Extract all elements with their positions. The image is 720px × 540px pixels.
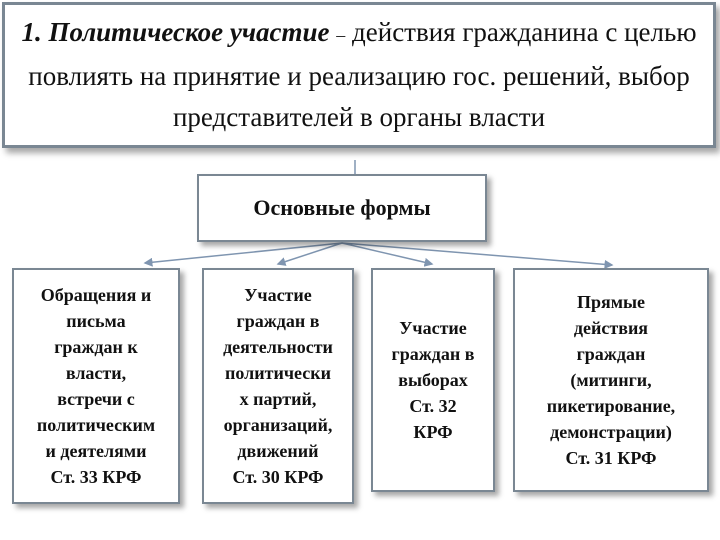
form-node-elections xyxy=(371,268,495,492)
form-node-appeals xyxy=(12,268,180,504)
connector-to-form-4 xyxy=(342,243,612,265)
form-node-direct-actions xyxy=(513,268,709,492)
definition-body: действия гражданина с целью повлиять на принятие и реализацию гос. решений, выбор представителей в органы власти xyxy=(28,17,697,132)
root-node-main-forms xyxy=(197,174,487,242)
definition-box xyxy=(2,2,716,148)
form-node-label: Прямые действия граждан (митинги, пикетирование, демонстрации) Ст. 31 КРФ xyxy=(546,292,676,468)
definition-number: 1. xyxy=(21,17,42,47)
form-node-party-participation xyxy=(202,268,354,504)
root-node-label: Основные формы xyxy=(253,195,431,220)
form-node-label: Участие граждан в деятельности политически х партий, организаций, движений Ст. 30 КРФ xyxy=(223,285,333,487)
definition-term: Политическое участие xyxy=(48,17,330,47)
definition-text xyxy=(13,12,705,138)
form-node-label: Участие граждан в выборах Ст. 32 КРФ xyxy=(391,318,475,442)
definition-term-group xyxy=(21,17,329,47)
definition-dash: – xyxy=(336,25,346,45)
form-node-label: Обращения и письма граждан к власти, встречи с политическим и деятелями Ст. 33 КРФ xyxy=(36,285,156,487)
